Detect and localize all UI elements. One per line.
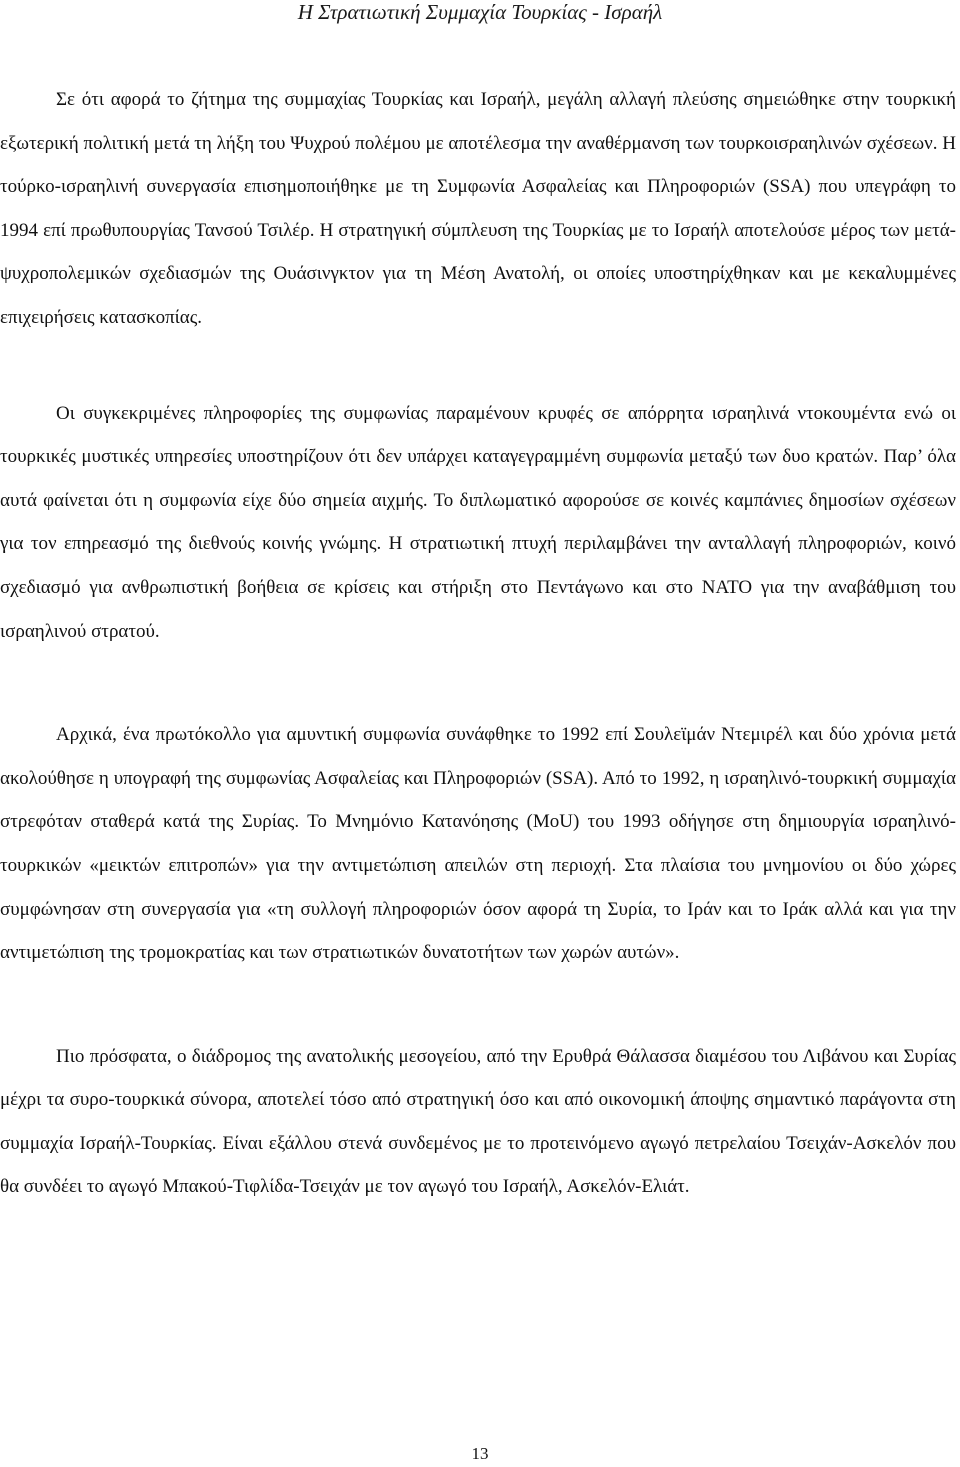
paragraph-2: Οι συγκεκριμένες πληροφορίες της συμφωνίας παραμένουν κρυφές σε απόρρητα ισραηλινά ντοκουμέντα ενώ οι τουρκικές μυστικές υπηρεσίες υποστηρίζουν ότι δεν υπάρχει καταγεγραμμένη συμφωνία μεταξύ των δυο κρατών. Παρ’ όλα αυτά φαίνεται ότι η συμφωνία είχε δύο σημεία αιχμής. Το διπλωματικό αφορούσε σε κοινές καμπάνιες δημοσίων σχέσεων για τον επηρεασμό της διεθνούς κοινής γνώμης. Η στρατιωτική πτυχή περιλαμβάνει την ανταλλαγή πληροφοριών, κοινό σχεδιασμό για ανθρωπιστική βοήθεια σε κρίσεις και στήριξη στο Πεντάγωνο και στο ΝΑΤΟ για την αναβάθμιση του ισραηλινού στρατού. [0,402,956,642]
paragraph-1: Σε ότι αφορά το ζήτημα της συμμαχίας Τουρκίας και Ισραήλ, μεγάλη αλλαγή πλεύσης σημειώθηκε στην τουρκική εξωτερική πολιτική μετά τη λήξη του Ψυχρού πολέμου με αποτέλεσμα την αναθέρμανση των τουρκοισραηλινών σχέσεων. Η τούρκο-ισραηλινή συνεργασία επισημοποιήθηκε με τη Συμφωνία Ασφαλείας και Πληροφοριών (SSA) που υπεγράφη το 1994 επί πρωθυπουργίας Τανσού Τσιλέρ. Η στρατηγική σύμπλευση της Τουρκίας με το Ισραήλ αποτελούσε μέρος των μετά-ψυχροπολεμικών σχεδιασμών της Ουάσινγκτον για τη Μέση Ανατολή, οι οποίες υποστηρίχθηκαν και με κεκαλυμμένες επιχειρήσεις κατασκοπίας. [0,89,956,328]
document-body [0,78,956,1209]
page-number: 13 [471,1444,489,1463]
running-header: Η Στρατιωτική Συμμαχία Τουρκίας - Ισραήλ [297,0,663,24]
paragraph-4: Πιο πρόσφατα, ο διάδρομος της ανατολικής μεσογείου, από την Ερυθρά Θάλασσα διαμέσου του Λιβάνου και Συρίας μέχρι τα συρο-τουρκικά σύνορα, αποτελεί τόσο από στρατηγική όσο και από οικονομική άποψης σημαντικό παράγοντα στη συμμαχία Ισραήλ-Τουρκίας. Είναι εξάλλου στενά συνδεμένος με το προτεινόμενο αγωγό πετρελαίου Τσειχάν-Ασκελόν που θα συνδέει το αγωγό Μπακού-Τιφλίδα-Τσειχάν με τον αγωγό του Ισραήλ, Ασκελόν-Ελιάτ. [0,1045,956,1198]
paragraph-3: Αρχικά, ένα πρωτόκολλο για αμυντική συμφωνία συνάφθηκε το 1992 επί Σουλεϊμάν Ντεμιρέλ και δύο χρόνια μετά ακολούθησε η υπογραφή της συμφωνίας Ασφαλείας και Πληροφοριών (SSA). Από το 1992, η ισραηλινό-τουρκική συμμαχία στρεφόταν σταθερά κατά της Συρίας. Το Μνημόνιο Κατανόησης (MoU) του 1993 οδήγησε στη δημιουργία ισραηλινό-τουρκικών «μεικτών επιτροπών» για την αντιμετώπιση απειλών στη περιοχή. Στα πλαίσια του μνημονίου οι δύο χώρες συμφώνησαν στη συνεργασία για «τη συλλογή πληροφοριών όσον αφορά τη Συρία, το Ιράν και το Ιράκ αλλά και για την αντιμετώπιση της τρομοκρατίας και των στρατιωτικών δυνατοτήτων των χωρών αυτών». [0,724,956,964]
